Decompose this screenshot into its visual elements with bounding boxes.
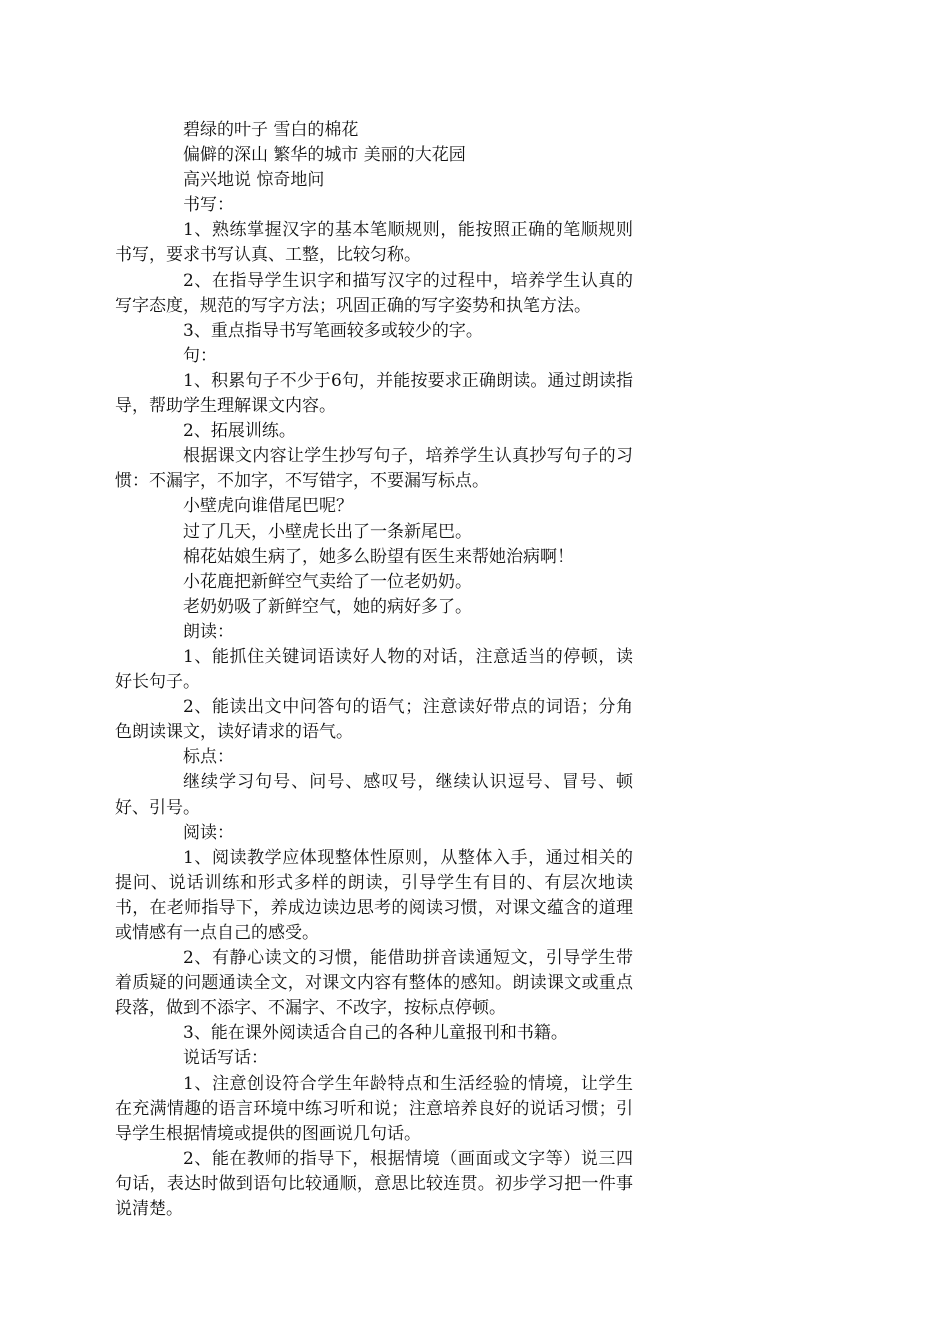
word-pairs-line-2: 偏僻的深山 繁华的城市 美丽的大花园 bbox=[183, 145, 466, 166]
paragraph: 2、拓展训练。 bbox=[183, 421, 296, 442]
word-pairs-line-3: 高兴地说 惊奇地问 bbox=[183, 170, 325, 191]
section-heading-punctuation: 标点： bbox=[183, 747, 234, 768]
paragraph: 1、阅读教学应体现整体性原则，从整体入手，通过相关的提问、说话训练和形式多样的朗读，引导学生有目的、有层次地读书，在老师指导下，养成边读边思考的阅读习惯，对课文蕴含的道理或情感有一点自己的感受。 bbox=[115, 847, 633, 943]
section-heading-reading-aloud: 朗读： bbox=[183, 621, 234, 642]
paragraph: 3、重点指导书写笔画较多或较少的字。 bbox=[183, 320, 483, 341]
section-heading-reading: 阅读： bbox=[183, 822, 234, 843]
paragraph: 2、能读出文中问答句的语气；注意读好带点的词语；分角色朗读课文，读好请求的语气。 bbox=[115, 697, 633, 743]
paragraph: 根据课文内容让学生抄写句子，培养学生认真抄写句子的习惯：不漏字，不加字，不写错字，不要漏写标点。 bbox=[115, 446, 633, 492]
paragraph: 1、熟练掌握汉字的基本笔顺规则，能按照正确的笔顺规则书写，要求书写认真、工整，比较匀称。 bbox=[115, 220, 633, 266]
document-body bbox=[115, 118, 633, 1222]
paragraph: 继续学习句号、问号、感叹号，继续认识逗号、冒号、顿好、引号。 bbox=[115, 772, 633, 818]
example-sentence: 过了几天，小壁虎长出了一条新尾巴。 bbox=[183, 521, 472, 542]
paragraph: 1、积累句子不少于6句，并能按要求正确朗读。通过朗读指导，帮助学生理解课文内容。 bbox=[115, 370, 633, 417]
word-pairs-line-1: 碧绿的叶子 雪白的棉花 bbox=[183, 120, 359, 140]
example-sentence: 老奶奶吸了新鲜空气，她的病好多了。 bbox=[183, 596, 472, 617]
paragraph: 1、注意创设符合学生年龄特点和生活经验的情境，让学生在充满情趣的语言环境中练习听和说；注意培养良好的说话习惯；引导学生根据情境或提供的图画说几句话。 bbox=[115, 1073, 633, 1144]
section-heading-sentence: 句： bbox=[183, 345, 217, 366]
paragraph: 3、能在课外阅读适合自己的各种儿童报刊和书籍。 bbox=[183, 1023, 568, 1044]
section-heading-speaking-writing: 说话写话： bbox=[183, 1048, 268, 1069]
paragraph: 1、能抓住关键词语读好人物的对话，注意适当的停顿，读好长句子。 bbox=[115, 646, 633, 693]
example-sentence: 小壁虎向谁借尾巴呢？ bbox=[183, 496, 353, 517]
paragraph: 2、有静心读文的习惯，能借助拼音读通短文，引导学生带着质疑的问题通读全文，对课文内容有整体的感知。朗读课文或重点段落，做到不添字、不漏字、不改字，按标点停顿。 bbox=[115, 948, 633, 1019]
paragraph: 2、在指导学生识字和描写汉字的过程中，培养学生认真的写字态度，规范的写字方法；巩固正确的写字姿势和执笔方法。 bbox=[115, 270, 633, 316]
example-sentence: 棉花姑娘生病了，她多么盼望有医生来帮她治病啊！ bbox=[183, 546, 574, 567]
paragraph: 2、能在教师的指导下，根据情境（画面或文字等）说三四句话，表达时做到语句比较通顺，意思比较连贯。初步学习把一件事说清楚。 bbox=[115, 1148, 633, 1220]
example-sentence: 小花鹿把新鲜空气卖给了一位老奶奶。 bbox=[183, 571, 472, 592]
section-heading-writing: 书写： bbox=[183, 195, 234, 216]
